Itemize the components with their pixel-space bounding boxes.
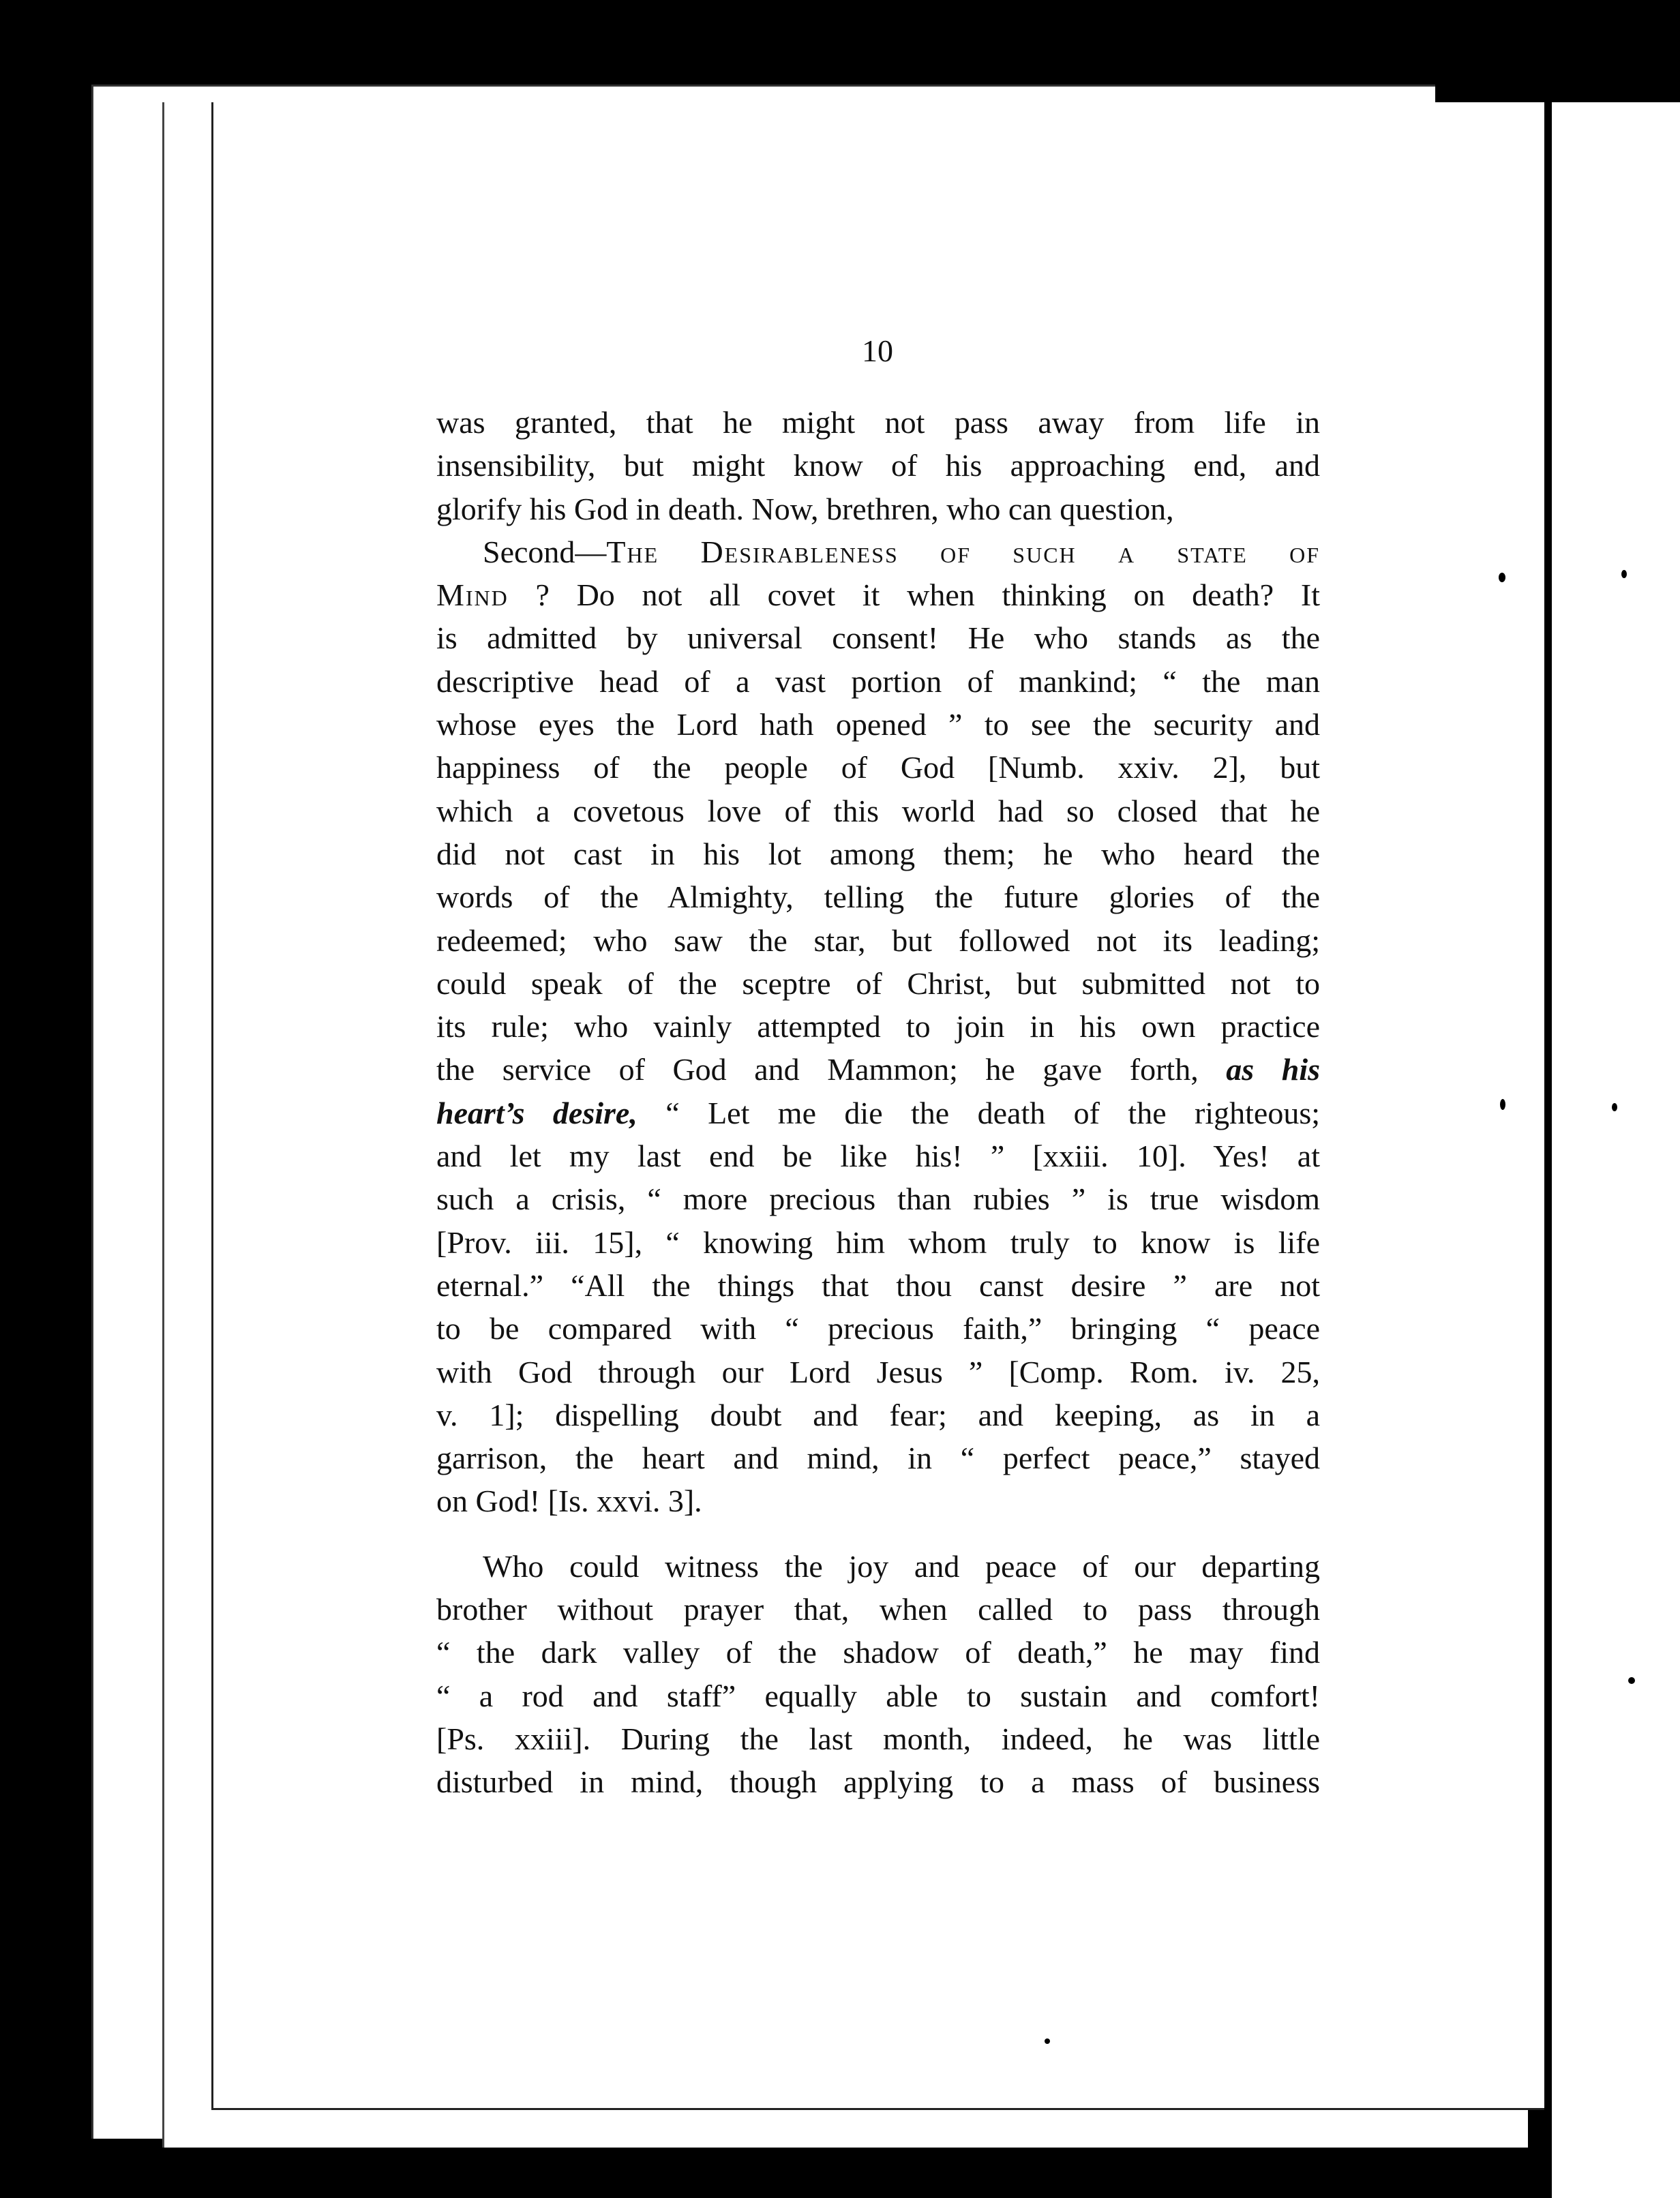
text-line: “ a rod and staff” equally able to sustain and comfort!	[436, 1678, 1320, 1713]
text-line: such a crisis, “ more precious than rubies ” is true wisdom	[436, 1181, 1320, 1217]
text-line: “ the dark valley of the shadow of death,” he may find	[436, 1635, 1320, 1670]
text-line: Who could witness the joy and peace of our departing	[483, 1548, 1320, 1584]
heading-prefix: Second—	[483, 534, 607, 569]
text-line: v. 1]; dispelling doubt and fear; and keeping, as in a	[436, 1397, 1320, 1432]
speck	[1500, 1099, 1505, 1110]
emphasis-text: heart’s desire,	[436, 1095, 638, 1130]
text-fragment: ? Do not all covet it when thinking on death? It	[535, 577, 1320, 613]
text-fragment: “ Let me die the death of the righteous;	[665, 1095, 1320, 1130]
text-line: eternal.” “All the things that thou canst desire ” are not	[436, 1267, 1320, 1303]
text-line: [Ps. xxiii]. During the last month, indeed, he was little	[436, 1721, 1320, 1756]
text-line: disturbed in mind, though applying to a mass of business	[436, 1764, 1320, 1800]
text-line: on God! [Is. xxvi. 3].	[436, 1484, 702, 1519]
section-heading-line	[436, 530, 1320, 573]
text-line: insensibility, but might know of his approaching end, and	[436, 448, 1320, 483]
text-line	[436, 573, 1320, 616]
text-line: redeemed; who saw the star, but followed not its leading;	[436, 922, 1320, 958]
speck	[1045, 2038, 1050, 2044]
section-heading: The Desirableness of such a state of	[606, 534, 1320, 569]
text-line: was granted, that he might not pass away from life in	[436, 405, 1320, 440]
text-line: garrison, the heart and mind, in “ perfect peace,” stayed	[436, 1441, 1320, 1476]
text-line: descriptive head of a vast portion of mankind; “ the man	[436, 663, 1320, 699]
text-line: did not cast in his lot among them; he who heard the	[436, 836, 1320, 871]
text-line	[436, 1092, 1320, 1134]
text-line: brother without prayer that, when called to pass through	[436, 1592, 1320, 1627]
text-line	[436, 1048, 1320, 1091]
speck	[1621, 570, 1627, 578]
text-line: and let my last end be like his! ” [xxiii. 10]. Yes! at	[436, 1139, 1320, 1174]
emphasis-text: as his	[1226, 1052, 1321, 1087]
speck	[1499, 573, 1505, 582]
text-line: which a covetous love of this world had so closed that he	[436, 793, 1320, 828]
speck	[1612, 1103, 1617, 1111]
body-text	[436, 401, 1320, 1804]
section-heading-cont: Mind	[436, 577, 509, 613]
text-line: with God through our Lord Jesus ” [Comp. Rom. iv. 25,	[436, 1354, 1320, 1389]
text-line: to be compared with “ precious faith,” bringing “ peace	[436, 1311, 1320, 1346]
text-line: words of the Almighty, telling the future glories of the	[436, 879, 1320, 915]
text-line: could speak of the sceptre of Christ, but submitted not to	[436, 965, 1320, 1001]
facing-page	[1552, 102, 1680, 2198]
paragraph-gap	[436, 1523, 1320, 1545]
text-fragment: the service of God and Mammon; he gave forth,	[436, 1052, 1199, 1087]
page-number: 10	[862, 333, 893, 368]
text-line: whose eyes the Lord hath opened ” to see the security and	[436, 707, 1320, 742]
text-line: is admitted by universal consent! He who stands as the	[436, 620, 1320, 656]
speck	[1628, 1677, 1635, 1684]
text-line: glorify his God in death. Now, brethren, who can question,	[436, 491, 1174, 526]
text-line: happiness of the people of God [Numb. xxiv. 2], but	[436, 750, 1320, 785]
text-line: its rule; who vainly attempted to join in his own practice	[436, 1009, 1320, 1044]
text-line: [Prov. iii. 15], “ knowing him whom truly to know is life	[436, 1224, 1320, 1260]
